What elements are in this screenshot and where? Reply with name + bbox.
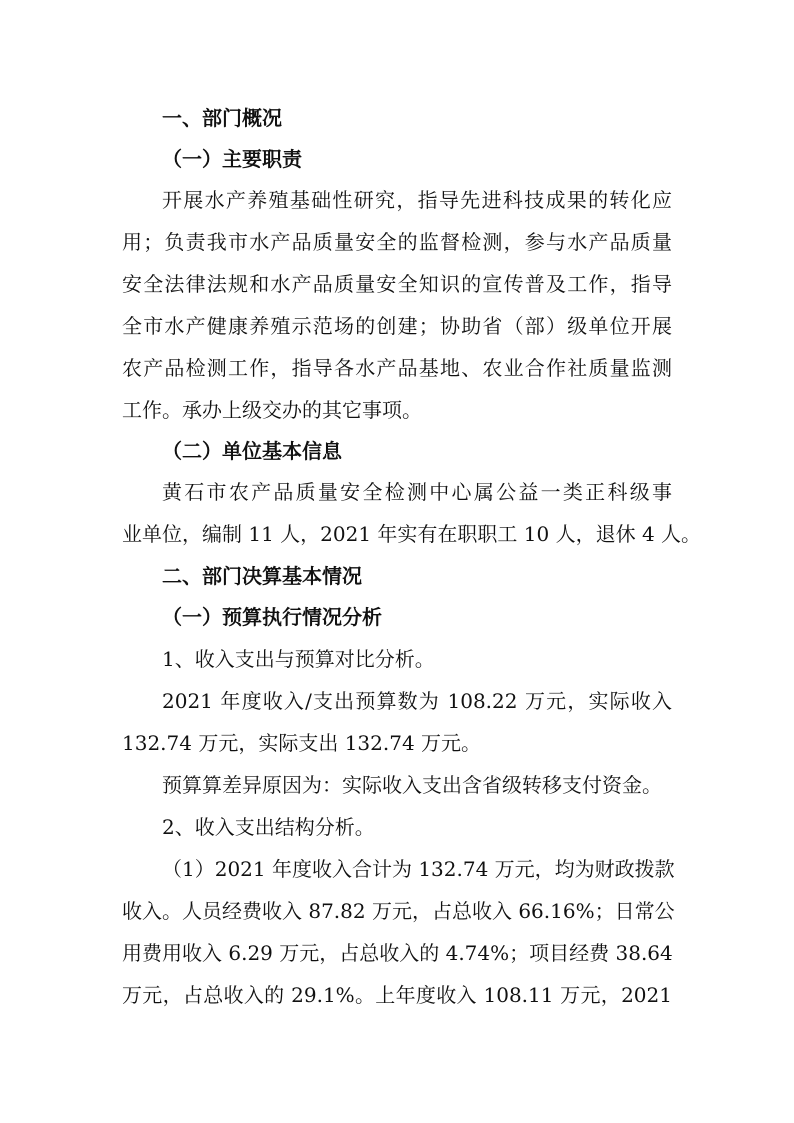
paragraph-line: （1）2021 年度收入合计为 132.74 万元，均为财政拨款: [162, 857, 675, 881]
paragraph-line: 黄石市农产品质量安全检测中心属公益一类正科级事: [162, 480, 672, 504]
subheading-unit-info: （二）单位基本信息: [162, 439, 342, 463]
paragraph-line: 2021 年度收入/支出预算数为 108.22 万元，实际收入: [162, 689, 672, 713]
subheading-main-duties: （一）主要职责: [162, 147, 302, 171]
paragraph-line: 开展水产养殖基础性研究，指导先进科技成果的转化应: [162, 188, 672, 212]
paragraph-line: 全市水产健康养殖示范场的创建；协助省（部）级单位开展: [122, 314, 672, 338]
paragraph-line: 农产品检测工作，指导各水产品基地、农业合作社质量监测: [122, 356, 672, 380]
paragraph-line: 1、收入支出与预算对比分析。: [162, 647, 435, 671]
paragraph-line: 132.74 万元，实际支出 132.74 万元。: [122, 731, 482, 755]
section-heading-overview: 一、部门概况: [162, 106, 282, 130]
paragraph-line: 收入。人员经费收入 87.82 万元，占总收入 66.16%；日常公: [122, 899, 675, 923]
paragraph-line: 用；负责我市水产品质量安全的监督检测，参与水产品质量: [122, 230, 672, 254]
paragraph-line: 2、收入支出结构分析。: [162, 815, 375, 839]
paragraph-line: 万元，占总收入的 29.1%。上年度收入 108.11 万元，2021: [122, 983, 672, 1007]
paragraph-line: 业单位，编制 11 人，2021 年实有在职职工 10 人，退休 4 人。: [122, 522, 702, 546]
paragraph-line: 用费用收入 6.29 万元，占总收入的 4.74%；项目经费 38.64: [122, 941, 673, 965]
subheading-budget-execution: （一）预算执行情况分析: [162, 605, 382, 629]
paragraph-line: 预算算差异原因为：实际收入支出含省级转移支付资金。: [162, 773, 662, 797]
section-heading-final-accounts: 二、部门决算基本情况: [162, 564, 362, 588]
paragraph-line: 工作。承办上级交办的其它事项。: [122, 398, 422, 422]
paragraph-line: 安全法律法规和水产品质量安全知识的宣传普及工作，指导: [122, 272, 672, 296]
